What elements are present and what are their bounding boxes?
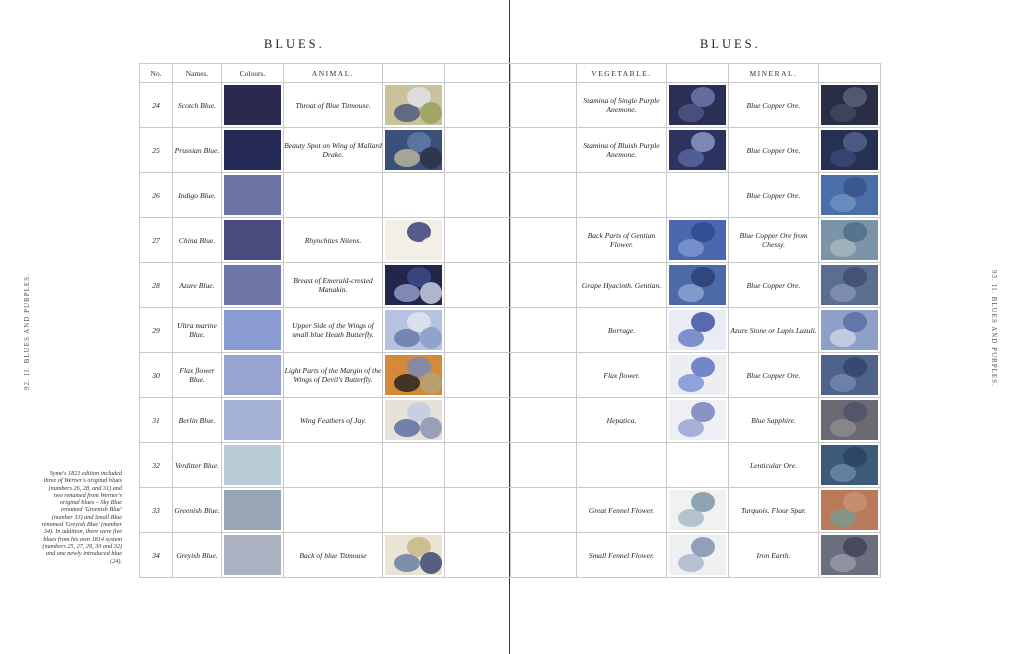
vegetable-illustration: [669, 130, 726, 170]
margin-note: Syme's 1821 edition included three of Werner's original blues (numbers 26, 28, and 31) and two renamed from Werner's original blues – Sky Blue renamed 'Greenish Blue' (number 33) and Small Blue renamed 'Greyish Blue' (number 34). In addition, there were five blues from his own 1814 system (numbers 25, 27, 29, 30 and 32) and one newly introduced blue (24).: [41, 470, 122, 565]
vegetable-description: Hepatica.: [577, 398, 667, 443]
animal-illustration: [385, 85, 442, 125]
header-vegetable-image: [667, 64, 729, 83]
colour-swatch: [224, 265, 281, 305]
table-row: [511, 353, 881, 398]
row-number: 32: [140, 443, 173, 488]
animal-description: Light Parts of the Margin of the Wings of Devil's Butterfly.: [284, 353, 383, 398]
blank-cell: [511, 533, 577, 578]
blank-cell: [445, 308, 511, 353]
row-number: 29: [140, 308, 173, 353]
animal-image-cell: [383, 173, 445, 218]
colour-name: Greenish Blue.: [173, 488, 222, 533]
vegetable-description: Borrage.: [577, 308, 667, 353]
vegetable-illustration: [669, 490, 726, 530]
table-row: [511, 308, 881, 353]
header-vegetable: VEGETABLE.: [577, 64, 667, 83]
mineral-image-cell: [819, 398, 881, 443]
table-row: [511, 398, 881, 443]
animal-description: [284, 488, 383, 533]
header-colours: Colours.: [222, 64, 284, 83]
header-animal: ANIMAL.: [284, 64, 383, 83]
animal-image-cell: [383, 533, 445, 578]
mineral-illustration: [821, 310, 878, 350]
colour-swatch-cell: [222, 443, 284, 488]
animal-image-cell: [383, 488, 445, 533]
header-blank: [445, 64, 511, 83]
table-row: [511, 443, 881, 488]
left-colour-table: [139, 63, 511, 578]
colour-name: Verditter Blue.: [173, 443, 222, 488]
mineral-description: Azure Stone or Lapis Lazuli.: [729, 308, 819, 353]
animal-image-cell: [383, 83, 445, 128]
table-row: [140, 533, 511, 578]
vegetable-description: Stamina of Bluish Purple Anemone.: [577, 128, 667, 173]
mineral-image-cell: [819, 173, 881, 218]
blank-cell: [445, 398, 511, 443]
mineral-description: Blue Copper Ore.: [729, 128, 819, 173]
animal-illustration: [385, 355, 442, 395]
animal-image-cell: [383, 353, 445, 398]
animal-description: Rhynchites Nitens.: [284, 218, 383, 263]
vegetable-image-cell: [667, 263, 729, 308]
animal-description: Breast of Emerald-crested Manakin.: [284, 263, 383, 308]
mineral-illustration: [821, 400, 878, 440]
vegetable-illustration: [669, 265, 726, 305]
vegetable-illustration: [669, 400, 726, 440]
mineral-description: Blue Copper Ore.: [729, 173, 819, 218]
row-number: 34: [140, 533, 173, 578]
mineral-image-cell: [819, 83, 881, 128]
mineral-image-cell: [819, 443, 881, 488]
row-number: 33: [140, 488, 173, 533]
blank-cell: [511, 263, 577, 308]
table-row: [140, 173, 511, 218]
vegetable-description: [577, 173, 667, 218]
animal-image-cell: [383, 398, 445, 443]
animal-illustration: [385, 265, 442, 305]
blank-cell: [445, 128, 511, 173]
vegetable-description: Small Fennel Flower.: [577, 533, 667, 578]
table-row: [140, 128, 511, 173]
mineral-description: Lenticular Ore.: [729, 443, 819, 488]
colour-name: Berlin Blue.: [173, 398, 222, 443]
mineral-illustration: [821, 355, 878, 395]
vegetable-description: Grape Hyacinth. Gentian.: [577, 263, 667, 308]
left-running-head: 92. II. BLUES AND PURPLES.: [23, 273, 31, 390]
header-mineral: MINERAL.: [729, 64, 819, 83]
animal-illustration: [385, 310, 442, 350]
mineral-image-cell: [819, 218, 881, 263]
vegetable-description: Stamina of Single Purple Anemone.: [577, 83, 667, 128]
vegetable-image-cell: [667, 488, 729, 533]
vegetable-image-cell: [667, 443, 729, 488]
vegetable-image-cell: [667, 398, 729, 443]
mineral-description: Blue Copper Ore.: [729, 83, 819, 128]
header-mineral-image: [819, 64, 881, 83]
colour-swatch-cell: [222, 83, 284, 128]
table-row: [511, 533, 881, 578]
colour-swatch: [224, 85, 281, 125]
table-row: [140, 83, 511, 128]
mineral-description: Blue Copper Ore.: [729, 263, 819, 308]
blank-cell: [511, 173, 577, 218]
colour-swatch: [224, 130, 281, 170]
left-header-row: [140, 64, 511, 83]
colour-swatch: [224, 445, 281, 485]
blank-cell: [445, 263, 511, 308]
vegetable-description: Great Fennel Flower.: [577, 488, 667, 533]
mineral-illustration: [821, 490, 878, 530]
blank-cell: [511, 128, 577, 173]
animal-description: Beauty Spot on Wing of Mallard Drake.: [284, 128, 383, 173]
colour-name: Greyish Blue.: [173, 533, 222, 578]
vegetable-illustration: [669, 535, 726, 575]
header-blank-right: [511, 64, 577, 83]
row-number: 27: [140, 218, 173, 263]
vegetable-illustration: [669, 310, 726, 350]
colour-swatch-cell: [222, 128, 284, 173]
blank-cell: [511, 353, 577, 398]
colour-swatch: [224, 175, 281, 215]
vegetable-description: Back Parts of Gentian Flower.: [577, 218, 667, 263]
header-animal-image: [383, 64, 445, 83]
animal-illustration: [385, 400, 442, 440]
table-row: [511, 173, 881, 218]
vegetable-image-cell: [667, 218, 729, 263]
row-number: 26: [140, 173, 173, 218]
animal-image-cell: [383, 128, 445, 173]
row-number: 24: [140, 83, 173, 128]
vegetable-image-cell: [667, 128, 729, 173]
colour-swatch-cell: [222, 263, 284, 308]
row-number: 30: [140, 353, 173, 398]
blank-cell: [511, 308, 577, 353]
colour-swatch-cell: [222, 173, 284, 218]
mineral-description: Iron Earth.: [729, 533, 819, 578]
animal-illustration: [385, 535, 442, 575]
blank-cell: [445, 533, 511, 578]
mineral-image-cell: [819, 488, 881, 533]
table-row: [140, 308, 511, 353]
blank-cell: [511, 398, 577, 443]
blank-cell: [445, 173, 511, 218]
colour-swatch: [224, 490, 281, 530]
table-row: [140, 398, 511, 443]
blank-cell: [511, 218, 577, 263]
animal-description: Wing Feathers of Jay.: [284, 398, 383, 443]
blank-cell: [445, 443, 511, 488]
animal-description: Back of blue Titmouse: [284, 533, 383, 578]
colour-swatch: [224, 310, 281, 350]
mineral-description: Turquois. Flour Spar.: [729, 488, 819, 533]
mineral-image-cell: [819, 353, 881, 398]
animal-image-cell: [383, 263, 445, 308]
table-row: [511, 263, 881, 308]
row-number: 31: [140, 398, 173, 443]
mineral-illustration: [821, 85, 878, 125]
animal-image-cell: [383, 218, 445, 263]
vegetable-image-cell: [667, 83, 729, 128]
blank-cell: [445, 83, 511, 128]
table-row: [511, 128, 881, 173]
colour-swatch-cell: [222, 218, 284, 263]
colour-swatch: [224, 535, 281, 575]
mineral-description: Blue Sapphire.: [729, 398, 819, 443]
vegetable-illustration: [669, 85, 726, 125]
colour-name: Scotch Blue.: [173, 83, 222, 128]
vegetable-illustration: [669, 355, 726, 395]
vegetable-image-cell: [667, 533, 729, 578]
mineral-illustration: [821, 265, 878, 305]
vegetable-image-cell: [667, 353, 729, 398]
blank-cell: [445, 488, 511, 533]
right-colour-table: [510, 63, 881, 578]
mineral-description: Blue Copper Ore.: [729, 353, 819, 398]
colour-swatch-cell: [222, 533, 284, 578]
mineral-illustration: [821, 130, 878, 170]
animal-image-cell: [383, 308, 445, 353]
colour-swatch-cell: [222, 308, 284, 353]
colour-name: Azure Blue.: [173, 263, 222, 308]
animal-image-cell: [383, 443, 445, 488]
colour-name: Flax flower Blue.: [173, 353, 222, 398]
colour-swatch-cell: [222, 353, 284, 398]
vegetable-illustration: [669, 220, 726, 260]
table-row: [511, 83, 881, 128]
vegetable-image-cell: [667, 308, 729, 353]
mineral-illustration: [821, 220, 878, 260]
header-no: No.: [140, 64, 173, 83]
left-page-title: BLUES.: [264, 37, 325, 51]
blank-cell: [445, 218, 511, 263]
mineral-illustration: [821, 175, 878, 215]
animal-description: Throat of Blue Titmouse.: [284, 83, 383, 128]
table-row: [140, 218, 511, 263]
row-number: 25: [140, 128, 173, 173]
mineral-image-cell: [819, 263, 881, 308]
animal-illustration: [385, 130, 442, 170]
row-number: 28: [140, 263, 173, 308]
mineral-description: Blue Copper Ore from Chessy.: [729, 218, 819, 263]
colour-swatch: [224, 220, 281, 260]
table-row: [140, 263, 511, 308]
right-page-title: BLUES.: [700, 37, 761, 51]
colour-swatch-cell: [222, 398, 284, 443]
colour-name: Indigo Blue.: [173, 173, 222, 218]
colour-name: Prussian Blue.: [173, 128, 222, 173]
mineral-image-cell: [819, 533, 881, 578]
animal-description: [284, 173, 383, 218]
animal-description: [284, 443, 383, 488]
blank-cell: [511, 488, 577, 533]
blank-cell: [445, 353, 511, 398]
mineral-illustration: [821, 535, 878, 575]
vegetable-description: Flax flower.: [577, 353, 667, 398]
table-row: [140, 353, 511, 398]
colour-name: China Blue.: [173, 218, 222, 263]
vegetable-description: [577, 443, 667, 488]
table-row: [511, 488, 881, 533]
mineral-image-cell: [819, 308, 881, 353]
colour-swatch: [224, 400, 281, 440]
colour-name: Ultra marine Blue.: [173, 308, 222, 353]
mineral-image-cell: [819, 128, 881, 173]
mineral-illustration: [821, 445, 878, 485]
blank-cell: [511, 83, 577, 128]
table-row: [511, 218, 881, 263]
header-names: Names.: [173, 64, 222, 83]
blank-cell: [511, 443, 577, 488]
table-row: [140, 488, 511, 533]
table-row: [140, 443, 511, 488]
colour-swatch-cell: [222, 488, 284, 533]
animal-illustration: [385, 220, 442, 260]
colour-swatch: [224, 355, 281, 395]
right-header-row: [511, 64, 881, 83]
vegetable-image-cell: [667, 173, 729, 218]
right-running-head: 93. II. BLUES AND PURPLES.: [990, 270, 998, 387]
animal-description: Upper Side of the Wings of small blue Heath Butterfly.: [284, 308, 383, 353]
